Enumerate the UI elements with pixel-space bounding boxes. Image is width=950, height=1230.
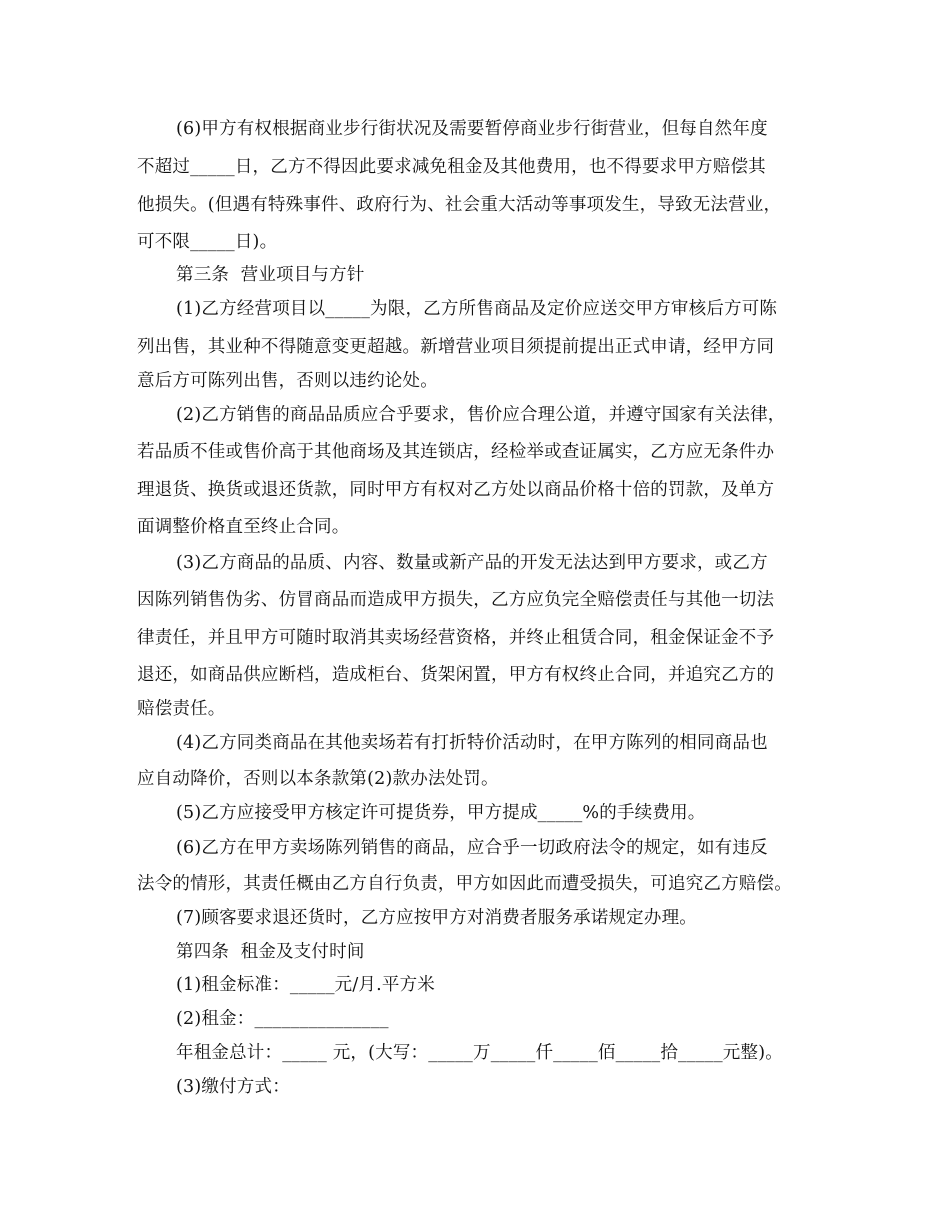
paragraph-line-3: 他损失。(但遇有特殊事件、政府行为、社会重大活动等事项发生，导致无法营业， — [137, 195, 782, 215]
paragraph-line-14: 因陈列销售伪劣、仿冒商品而造成甲方损失，乙方应负完全赔偿责任与其他一切法 — [137, 590, 775, 610]
paragraph-line-25: (1)租金标准：_____元/月.平方米 — [176, 975, 435, 995]
paragraph-line-22: 法令的情形，其责任概由乙方自行负责，甲方如因此而遭受损失，可追究乙方赔偿。 — [137, 874, 792, 894]
section-heading-4: 第四条 租金及支付时间 — [176, 942, 365, 962]
paragraph-line-27: 年租金总计：_____ 元，(大写：_____万_____仟_____佰_____拾_____元整)。 — [176, 1043, 783, 1063]
paragraph-line-23: (7)顾客要求退还货时，乙方应按甲方对消费者服务承诺规定办理。 — [176, 908, 697, 928]
paragraph-line-12: 面调整价格直至终止合同。 — [137, 517, 350, 537]
paragraph-line-1: (6)甲方有权根据商业步行街状况及需要暂停商业步行街营业，但每自然年度 — [176, 119, 768, 139]
paragraph-line-26: (2)租金：_______________ — [176, 1009, 389, 1029]
paragraph-line-16: 退还，如商品供应断档，造成柜台、货架闲置，甲方有权终止合同，并追究乙方的 — [137, 665, 775, 685]
paragraph-line-10: 若品质不佳或售价高于其他商场及其连锁店，经检举或查证属实，乙方应无条件办 — [137, 442, 775, 462]
paragraph-line-13: (3)乙方商品的品质、内容、数量或新产品的开发无法达到甲方要求，或乙方 — [176, 553, 768, 573]
paragraph-line-6: (1)乙方经营项目以_____为限，乙方所售商品及定价应送交甲方审核后方可陈 — [176, 299, 778, 319]
paragraph-line-15: 律责任，并且甲方可随时取消其卖场经营资格，并终止租赁合同，租金保证金不予 — [137, 628, 775, 648]
paragraph-line-4: 可不限_____日)。 — [137, 232, 278, 252]
paragraph-line-21: (6)乙方在甲方卖场陈列销售的商品，应合乎一切政府法令的规定，如有违反 — [176, 838, 768, 858]
section-heading-3: 第三条 营业项目与方针 — [176, 265, 365, 285]
paragraph-line-18: (4)乙方同类商品在其他卖场若有打折特价活动时，在甲方陈列的相同商品也 — [176, 733, 768, 753]
paragraph-line-19: 应自动降价，否则以本条款第(2)款办法处罚。 — [137, 769, 499, 789]
paragraph-line-7: 列出售，其业种不得随意变更超越。新增营业项目须提前提出正式申请，经甲方同 — [137, 337, 775, 357]
paragraph-line-9: (2)乙方销售的商品品质应合乎要求，售价应合理公道，并遵守国家有关法律， — [176, 405, 786, 425]
paragraph-line-17: 赔偿责任。 — [137, 699, 226, 719]
paragraph-line-11: 理退货、换货或退还货款，同时甲方有权对乙方处以商品价格十倍的罚款，及单方 — [137, 480, 775, 500]
paragraph-line-20: (5)乙方应接受甲方核定许可提货券，甲方提成_____%的手续费用。 — [176, 803, 706, 823]
paragraph-line-2: 不超过_____日，乙方不得因此要求减免租金及其他费用，也不得要求甲方赔偿其 — [137, 157, 766, 177]
paragraph-line-8: 意后方可陈列出售，否则以违约论处。 — [137, 371, 438, 391]
paragraph-line-28: (3)缴付方式： — [176, 1077, 290, 1097]
